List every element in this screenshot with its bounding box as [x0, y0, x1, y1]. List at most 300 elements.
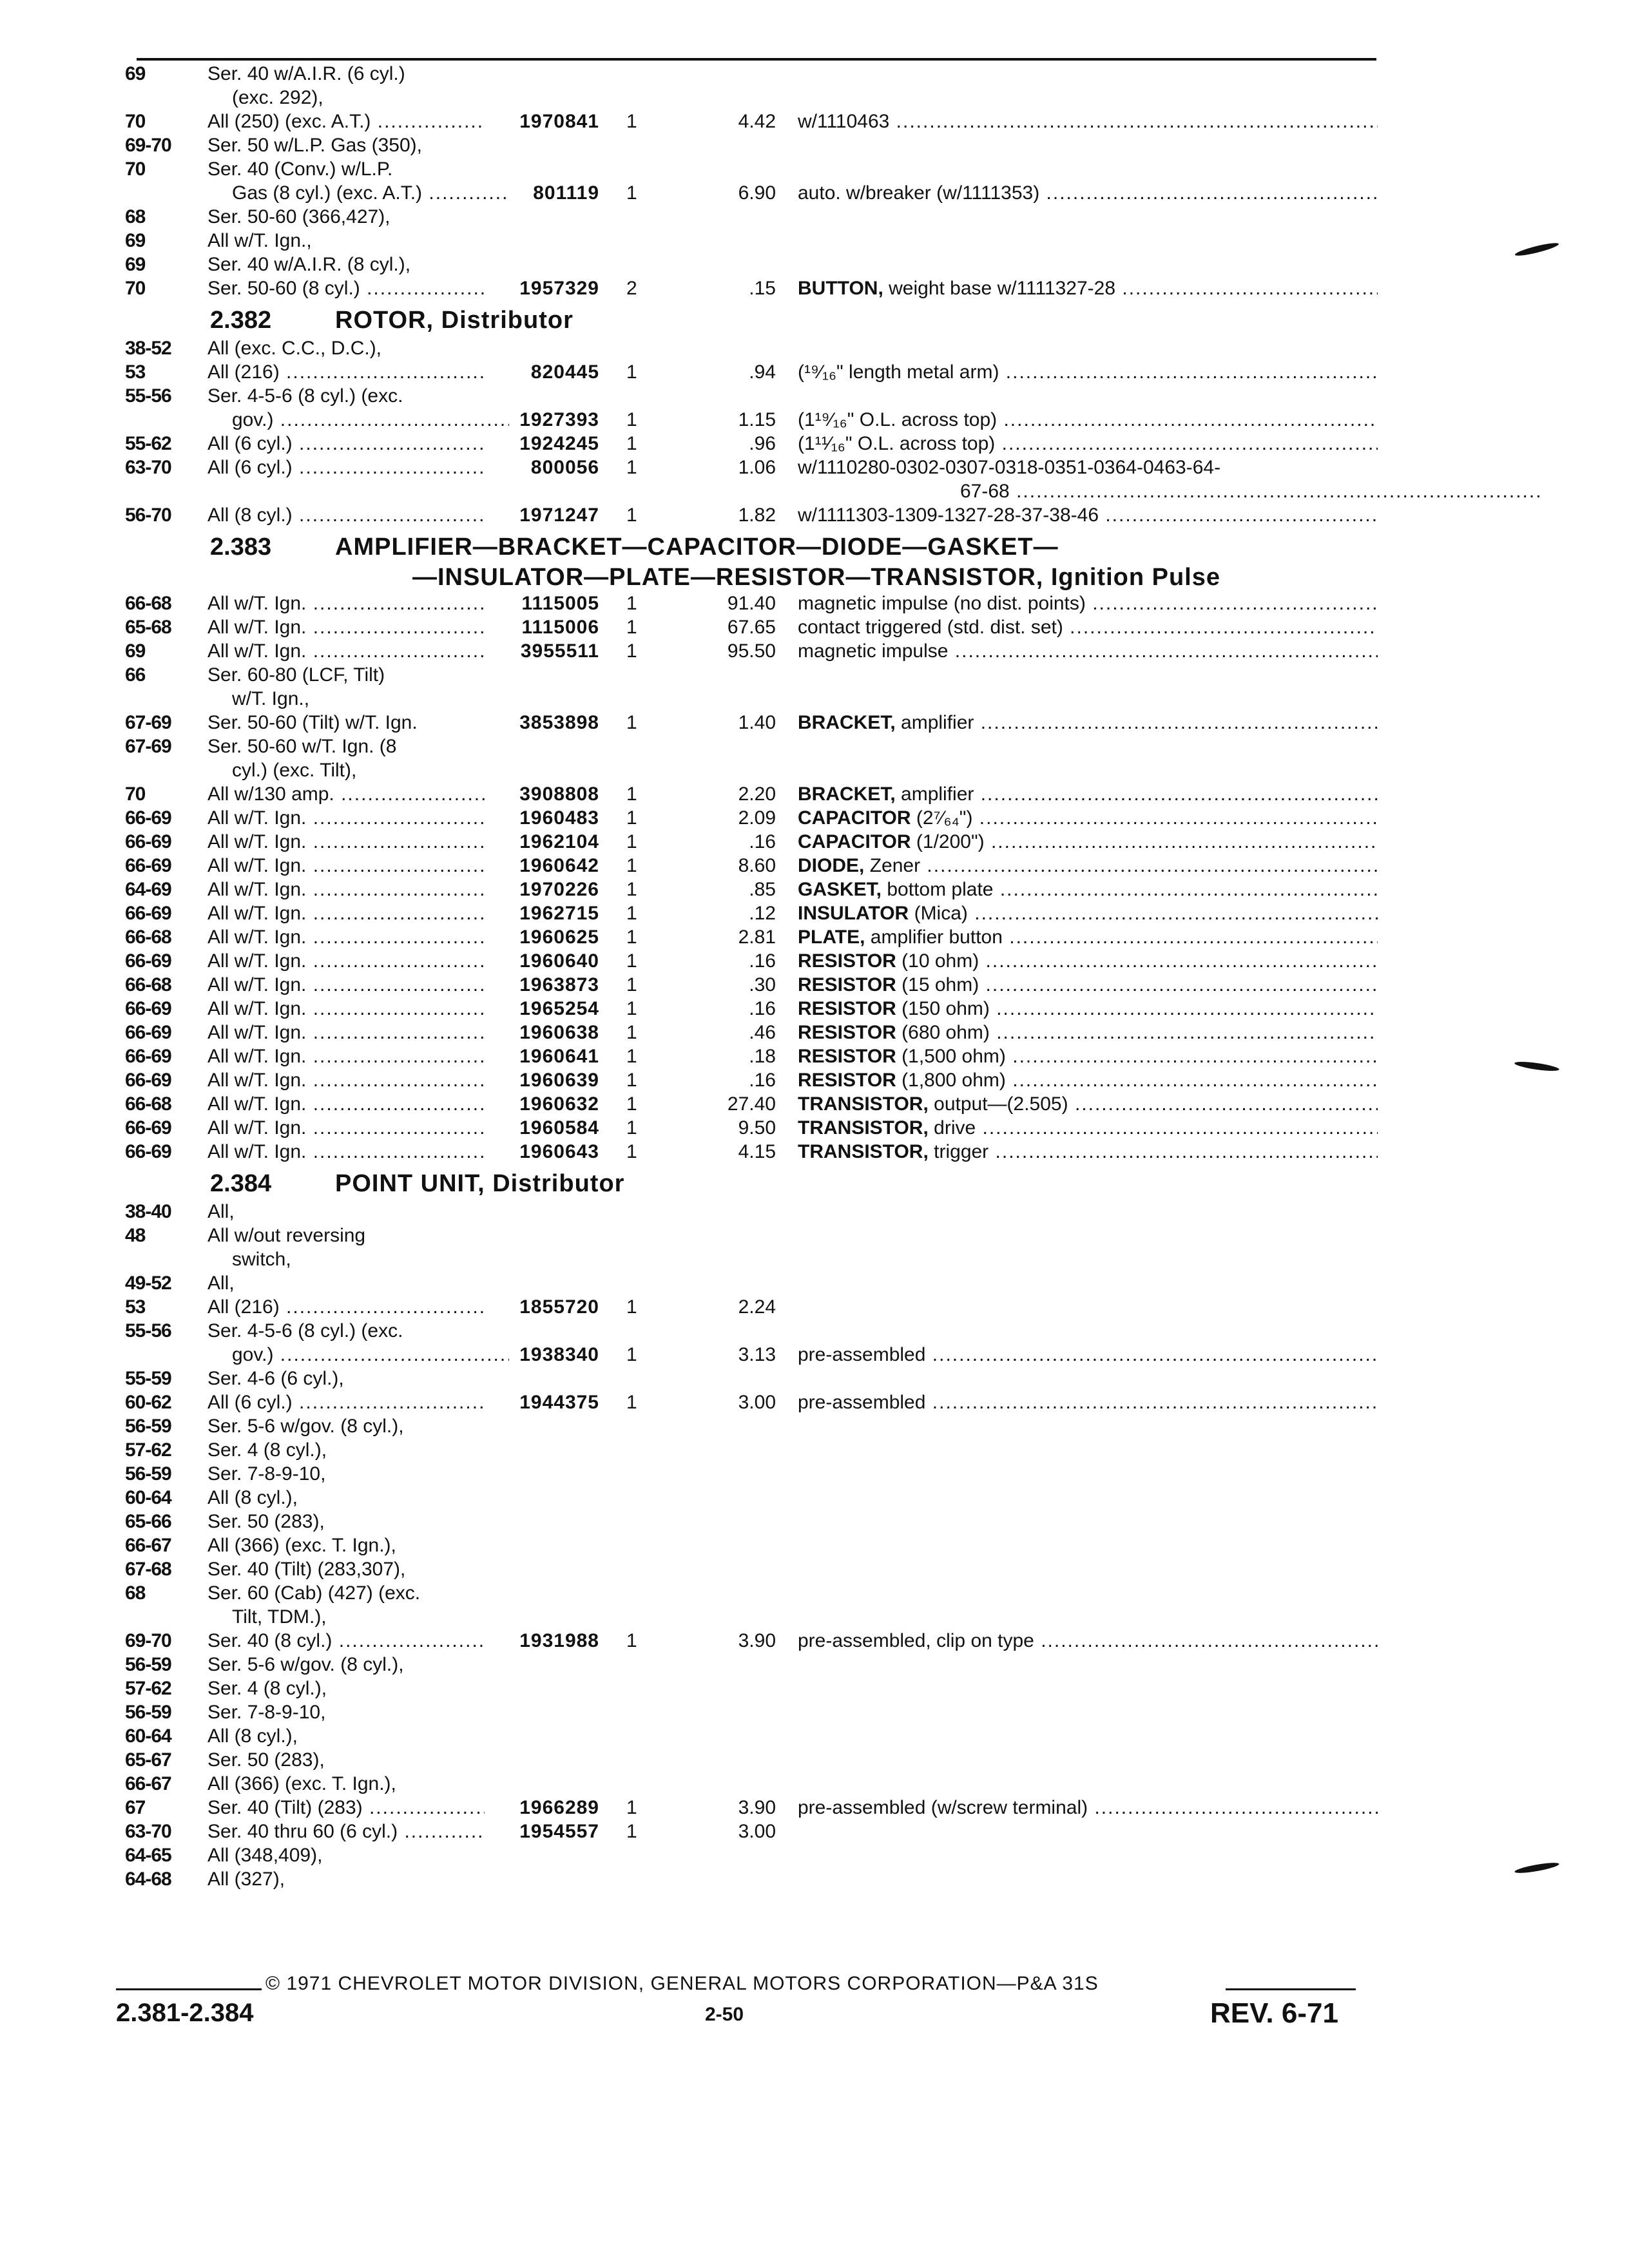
application: All (8 cyl.) ..... — [207, 503, 485, 527]
table-row — [0, 1724, 1629, 1748]
remarks-part-name: RESISTOR — [798, 974, 896, 995]
remarks — [798, 1116, 1378, 1140]
table-row — [0, 432, 1629, 456]
section-heading-continued — [0, 563, 1629, 591]
model-years: 68 — [125, 1582, 146, 1604]
application: All w/T. Ign. ..... — [207, 1140, 485, 1164]
section-title: ROTOR, Distributor — [335, 307, 574, 334]
part-number: 1960483 — [519, 807, 599, 829]
model-years: 70 — [125, 111, 146, 132]
quantity: 1 — [626, 1344, 637, 1365]
remarks — [798, 997, 1378, 1021]
part-number: 1971247 — [519, 505, 599, 526]
model-years: 53 — [125, 1296, 146, 1318]
model-years: 57-62 — [125, 1678, 171, 1699]
table-row — [0, 1557, 1629, 1581]
model-years: 49-52 — [125, 1273, 171, 1294]
part-number: 820445 — [530, 361, 599, 383]
remarks-text: magnetic impulse (no dist. points) — [798, 593, 1086, 614]
remarks-text: pre-assembled — [798, 1392, 926, 1413]
part-number: 1960625 — [519, 927, 599, 948]
table-row — [0, 229, 1629, 253]
table-row — [0, 1605, 1629, 1629]
quantity: 1 — [626, 903, 637, 924]
section-number: 2.382 — [210, 307, 272, 334]
list-price: 27.40 — [727, 1093, 776, 1115]
table-row — [0, 997, 1629, 1021]
remarks-part-name: CAPACITOR — [798, 831, 911, 852]
remarks-text: amplifier — [901, 712, 974, 733]
top-rule — [137, 58, 1376, 61]
table-row — [0, 479, 1629, 503]
table-row — [0, 1140, 1629, 1164]
application: Ser. 4 (8 cyl.), — [207, 1439, 327, 1461]
application: All (327), — [207, 1869, 285, 1890]
model-years: 66-67 — [125, 1535, 171, 1556]
list-price: 9.50 — [738, 1117, 776, 1139]
part-number: 1960632 — [519, 1093, 599, 1115]
parts-list — [0, 62, 1629, 1891]
model-years: 69 — [125, 254, 146, 275]
application: All, — [207, 1201, 235, 1222]
application: Ser. 50-60 (366,427), — [207, 206, 390, 227]
quantity: 1 — [626, 111, 637, 132]
list-price: 1.15 — [738, 409, 776, 430]
model-years: 66 — [125, 664, 146, 686]
quantity: 1 — [626, 1797, 637, 1818]
remarks — [798, 901, 1378, 925]
table-row — [0, 336, 1629, 360]
remarks-text: amplifier — [901, 783, 974, 805]
quantity: 1 — [626, 361, 637, 383]
model-years: 70 — [125, 278, 146, 299]
remarks-text: auto. w/breaker (w/1111353) — [798, 182, 1040, 204]
application: All w/T. Ign. ..... — [207, 949, 485, 973]
list-price: 95.50 — [727, 640, 776, 662]
part-number: 1938340 — [519, 1344, 599, 1365]
list-price: 1.82 — [738, 505, 776, 526]
quantity: 1 — [626, 1821, 637, 1842]
application: All (exc. C.C., D.C.), — [207, 338, 382, 359]
remarks-part-name: RESISTOR — [798, 1070, 896, 1091]
list-price: 2.20 — [738, 783, 776, 805]
remarks-text: amplifier button — [870, 927, 1003, 948]
table-row — [0, 276, 1629, 300]
remarks — [798, 408, 1378, 432]
part-number: 1960640 — [519, 950, 599, 972]
remarks-part-name: RESISTOR — [798, 1022, 896, 1043]
remarks — [798, 878, 1378, 901]
application: Ser. 7-8-9-10, — [207, 1463, 326, 1485]
table-row — [0, 1486, 1629, 1510]
quantity: 1 — [626, 712, 637, 733]
application: Tilt, TDM.), — [232, 1606, 327, 1628]
model-years: 67-68 — [125, 1559, 171, 1580]
list-price: .46 — [749, 1022, 776, 1043]
application: Ser. 4-6 (6 cyl.), — [207, 1368, 344, 1389]
remarks-text: (1,800 ohm) — [901, 1070, 1006, 1091]
remarks-text: (10 ohm) — [901, 950, 979, 972]
quantity: 1 — [626, 1046, 637, 1067]
table-row — [0, 1438, 1629, 1462]
application: cyl.) (exc. Tilt), — [232, 760, 357, 781]
table-row — [0, 1414, 1629, 1438]
remarks-text: trigger — [934, 1141, 989, 1162]
part-number: 1966289 — [519, 1797, 599, 1818]
model-years: 55-62 — [125, 433, 171, 454]
application: switch, — [232, 1249, 291, 1270]
table-row — [0, 1200, 1629, 1224]
table-row — [0, 1343, 1629, 1367]
quantity: 1 — [626, 1141, 637, 1162]
table-row — [0, 854, 1629, 878]
section-title: AMPLIFIER—BRACKET—CAPACITOR—DIODE—GASKET— — [335, 533, 1059, 561]
part-number: 1957329 — [519, 278, 599, 299]
model-years: 66-68 — [125, 1093, 171, 1115]
part-number: 1855720 — [519, 1296, 599, 1318]
remarks-text: (1,500 ohm) — [901, 1046, 1006, 1067]
list-price: 3.90 — [738, 1630, 776, 1651]
table-row — [0, 735, 1629, 758]
remarks-text: bottom plate — [887, 879, 994, 900]
model-years: 65-68 — [125, 617, 171, 638]
table-row — [0, 384, 1629, 408]
application: All w/130 amp. ..... — [207, 782, 485, 806]
list-price: 4.42 — [738, 111, 776, 132]
application: All w/T. Ign. ..... — [207, 591, 485, 615]
section-title-continued: —INSULATOR—PLATE—RESISTOR—TRANSISTOR, Ignition Pulse — [412, 564, 1220, 591]
remarks — [798, 360, 1378, 384]
table-row — [0, 1843, 1629, 1867]
table-row — [0, 1700, 1629, 1724]
remarks — [798, 181, 1378, 205]
model-years: 65-66 — [125, 1511, 171, 1532]
table-row — [0, 1653, 1629, 1677]
table-row — [0, 110, 1629, 133]
part-number: 1115006 — [521, 617, 599, 638]
remarks-text: Zener — [869, 855, 921, 876]
application: All w/T. Ign. ..... — [207, 639, 485, 663]
application: All w/T. Ign. ..... — [207, 854, 485, 878]
remarks — [798, 830, 1378, 854]
model-years: 69 — [125, 230, 146, 251]
remarks — [798, 639, 1378, 663]
table-row — [0, 830, 1629, 854]
table-row — [0, 591, 1629, 615]
remarks-part-name: GASKET, — [798, 879, 882, 900]
model-years: 70 — [125, 159, 146, 180]
application: Ser. 4 (8 cyl.), — [207, 1678, 327, 1699]
quantity: 1 — [626, 1392, 637, 1413]
model-years: 66-68 — [125, 974, 171, 995]
application: All w/T. Ign. ..... — [207, 1116, 485, 1140]
application: Gas (8 cyl.) (exc. A.T.) ..... — [232, 181, 509, 205]
table-row — [0, 1677, 1629, 1700]
remarks-text: (¹⁹⁄₁₆" length metal arm) — [798, 361, 999, 383]
application: All w/T. Ign. ..... — [207, 973, 485, 997]
application: Ser. 40 (Tilt) (283) ..... — [207, 1796, 485, 1820]
model-years: 48 — [125, 1225, 146, 1246]
part-number: 1960639 — [519, 1070, 599, 1091]
table-row — [0, 1820, 1629, 1843]
list-price: .96 — [749, 433, 776, 454]
part-number: 801119 — [533, 182, 599, 204]
model-years: 66-69 — [125, 1117, 171, 1139]
quantity: 1 — [626, 182, 637, 204]
application: Ser. 50 (283), — [207, 1749, 325, 1771]
model-years: 53 — [125, 361, 146, 383]
remarks-part-name: DIODE, — [798, 855, 865, 876]
model-years: 57-62 — [125, 1439, 171, 1461]
remarks-part-name: PLATE, — [798, 927, 865, 948]
model-years: 63-70 — [125, 1821, 171, 1842]
application: Ser. 4-5-6 (8 cyl.) (exc. — [207, 385, 403, 407]
list-price: 3.90 — [738, 1797, 776, 1818]
model-years: 70 — [125, 783, 146, 805]
model-years: 56-59 — [125, 1702, 171, 1723]
table-row — [0, 360, 1629, 384]
quantity: 1 — [626, 1117, 637, 1139]
quantity: 1 — [626, 1022, 637, 1043]
model-years: 66-69 — [125, 1141, 171, 1162]
table-row — [0, 687, 1629, 711]
list-price: .16 — [749, 998, 776, 1019]
list-price: .18 — [749, 1046, 776, 1067]
application: All w/T. Ign. ..... — [207, 1044, 485, 1068]
section-heading — [0, 1164, 1629, 1200]
application: gov.) ..... — [232, 408, 509, 432]
list-price: .16 — [749, 1070, 776, 1091]
part-number: 1960638 — [519, 1022, 599, 1043]
table-row — [0, 253, 1629, 276]
remarks-text: pre-assembled, clip on type — [798, 1630, 1034, 1651]
application: Ser. 4-5-6 (8 cyl.) (exc. — [207, 1320, 403, 1341]
table-row — [0, 1748, 1629, 1772]
quantity: 1 — [626, 617, 637, 638]
list-price: .16 — [749, 950, 776, 972]
application: All w/T. Ign. ..... — [207, 925, 485, 949]
remarks — [798, 1068, 1378, 1092]
model-years: 38-40 — [125, 1201, 171, 1222]
quantity: 1 — [626, 950, 637, 972]
remarks — [798, 432, 1378, 456]
remarks-text: (1/200") — [916, 831, 985, 852]
model-years: 60-62 — [125, 1392, 171, 1413]
model-years: 66-67 — [125, 1773, 171, 1794]
remarks — [960, 479, 1540, 503]
table-row — [0, 157, 1629, 181]
part-number: 800056 — [530, 457, 599, 478]
table-row — [0, 1116, 1629, 1140]
table-row — [0, 1390, 1629, 1414]
list-price: 8.60 — [738, 855, 776, 876]
model-years: 66-69 — [125, 831, 171, 852]
table-row — [0, 758, 1629, 782]
application: Ser. 60-80 (LCF, Tilt) — [207, 664, 385, 686]
application: All w/T. Ign. ..... — [207, 997, 485, 1021]
table-row — [0, 1772, 1629, 1796]
remarks-text: contact triggered (std. dist. set) — [798, 617, 1063, 638]
part-number: 1924245 — [519, 433, 599, 454]
remarks-text: (680 ohm) — [901, 1022, 990, 1043]
application: Ser. 5-6 w/gov. (8 cyl.), — [207, 1416, 404, 1437]
list-price: 2.24 — [738, 1296, 776, 1318]
remarks-text: weight base w/1111327-28 — [889, 278, 1116, 299]
remarks — [798, 806, 1378, 830]
quantity: 1 — [626, 927, 637, 948]
application: All w/T. Ign. ..... — [207, 878, 485, 901]
application: (exc. 292), — [232, 87, 323, 108]
remarks-part-name: RESISTOR — [798, 998, 896, 1019]
model-years: 67-69 — [125, 712, 171, 733]
table-row — [0, 456, 1629, 479]
remarks — [798, 711, 1378, 735]
application: Ser. 40 (Tilt) (283,307), — [207, 1559, 406, 1580]
list-price: 1.40 — [738, 712, 776, 733]
remarks — [798, 1140, 1378, 1164]
list-price: .16 — [749, 831, 776, 852]
remarks — [798, 925, 1378, 949]
application: All (250) (exc. A.T.) ..... — [207, 110, 485, 133]
model-years: 60-64 — [125, 1487, 171, 1508]
quantity: 1 — [626, 1093, 637, 1115]
model-years: 64-68 — [125, 1869, 171, 1890]
section-title: POINT UNIT, Distributor — [335, 1170, 625, 1197]
list-price: .15 — [749, 278, 776, 299]
remarks — [798, 1021, 1378, 1044]
application: gov.) ..... — [232, 1343, 509, 1367]
model-years: 66-68 — [125, 927, 171, 948]
quantity: 1 — [626, 457, 637, 478]
remarks — [798, 110, 1378, 133]
quantity: 1 — [626, 640, 637, 662]
table-row — [0, 639, 1629, 663]
model-years: 69 — [125, 63, 146, 84]
model-years: 55-59 — [125, 1368, 171, 1389]
part-number: 1944375 — [519, 1392, 599, 1413]
remarks-text: (1¹⁹⁄₁₆" O.L. across top) — [798, 409, 998, 430]
list-price: 2.81 — [738, 927, 776, 948]
remarks-text: w/1111303-1309-1327-28-37-38-46 — [798, 505, 1099, 526]
model-years: 63-70 — [125, 457, 171, 478]
model-years: 64-69 — [125, 879, 171, 900]
application: All (6 cyl.) ..... — [207, 432, 485, 456]
model-years: 69-70 — [125, 1630, 171, 1651]
application: All w/T. Ign. ..... — [207, 806, 485, 830]
remarks — [798, 1343, 1378, 1367]
list-price: .12 — [749, 903, 776, 924]
table-row — [0, 925, 1629, 949]
table-row — [0, 973, 1629, 997]
quantity: 1 — [626, 855, 637, 876]
model-years: 67 — [125, 1797, 146, 1818]
remarks — [798, 1390, 1378, 1414]
part-number: 3853898 — [519, 712, 599, 733]
application: Ser. 40 w/A.I.R. (8 cyl.), — [207, 254, 411, 275]
model-years: 66-69 — [125, 950, 171, 972]
quantity: 1 — [626, 831, 637, 852]
table-row — [0, 86, 1629, 110]
quantity: 1 — [626, 433, 637, 454]
table-row — [0, 62, 1629, 86]
footer-revision: REV. 6-71 — [1210, 1997, 1338, 2029]
table-row — [0, 901, 1629, 925]
part-number: 1960584 — [519, 1117, 599, 1139]
table-row — [0, 1271, 1629, 1295]
section-number: 2.384 — [210, 1170, 272, 1197]
remarks-part-name: TRANSISTOR, — [798, 1117, 929, 1139]
quantity: 1 — [626, 1070, 637, 1091]
application: Ser. 7-8-9-10, — [207, 1702, 326, 1723]
table-row — [0, 1068, 1629, 1092]
model-years: 67-69 — [125, 736, 171, 757]
quantity: 1 — [626, 593, 637, 614]
model-years: 56-59 — [125, 1416, 171, 1437]
application: Ser. 40 w/A.I.R. (6 cyl.) — [207, 63, 405, 84]
remarks-part-name: INSULATOR — [798, 903, 909, 924]
remarks-part-name: CAPACITOR — [798, 807, 911, 829]
model-years: 64-65 — [125, 1845, 171, 1866]
remarks-part-name: BRACKET, — [798, 783, 896, 805]
application: Ser. 50 w/L.P. Gas (350), — [207, 135, 422, 156]
part-number: 1962104 — [519, 831, 599, 852]
application: Ser. 50-60 w/T. Ign. (8 — [207, 736, 397, 757]
part-number: 1115005 — [521, 593, 599, 614]
remarks-part-name: RESISTOR — [798, 1046, 896, 1067]
remarks — [798, 973, 1378, 997]
table-row — [0, 1092, 1629, 1116]
list-price: 3.00 — [738, 1821, 776, 1842]
remarks-part-name: TRANSISTOR, — [798, 1093, 929, 1115]
quantity: 1 — [626, 998, 637, 1019]
model-years: 66-69 — [125, 1022, 171, 1043]
quantity: 2 — [626, 278, 637, 299]
application: All w/T. Ign. ..... — [207, 830, 485, 854]
table-row — [0, 782, 1629, 806]
part-number: 1927393 — [519, 409, 599, 430]
table-row — [0, 1319, 1629, 1343]
part-number: 1962715 — [519, 903, 599, 924]
application: All (6 cyl.) ..... — [207, 456, 485, 479]
table-row — [0, 1510, 1629, 1533]
remarks-text: (150 ohm) — [901, 998, 990, 1019]
table-row — [0, 205, 1629, 229]
application: All w/out reversing — [207, 1225, 366, 1246]
remarks-part-name: RESISTOR — [798, 950, 896, 972]
list-price: 6.90 — [738, 182, 776, 204]
remarks-part-name: BUTTON, — [798, 278, 883, 299]
list-price: .85 — [749, 879, 776, 900]
remarks-text: (2⁷⁄₆₄") — [916, 807, 973, 829]
remarks-text: magnetic impulse — [798, 640, 949, 662]
remarks — [798, 949, 1378, 973]
application: All (216) ..... — [207, 1295, 485, 1319]
list-price: 2.09 — [738, 807, 776, 829]
application: All (8 cyl.), — [207, 1725, 298, 1747]
application: All w/T. Ign. ..... — [207, 615, 485, 639]
part-number: 3908808 — [519, 783, 599, 805]
application: All (216) ..... — [207, 360, 485, 384]
remarks-text: (15 ohm) — [901, 974, 979, 995]
model-years: 69-70 — [125, 135, 171, 156]
model-years: 55-56 — [125, 385, 171, 407]
footer-section-range: 2.381-2.384 — [116, 1999, 254, 2027]
application: All w/T. Ign. ..... — [207, 1021, 485, 1044]
remarks — [798, 591, 1378, 615]
model-years: 66-69 — [125, 855, 171, 876]
table-row — [0, 1796, 1629, 1820]
footer-copyright: © 1971 CHEVROLET MOTOR DIVISION, GENERAL MOTORS CORPORATION—P&A 31S — [265, 1973, 1099, 1994]
